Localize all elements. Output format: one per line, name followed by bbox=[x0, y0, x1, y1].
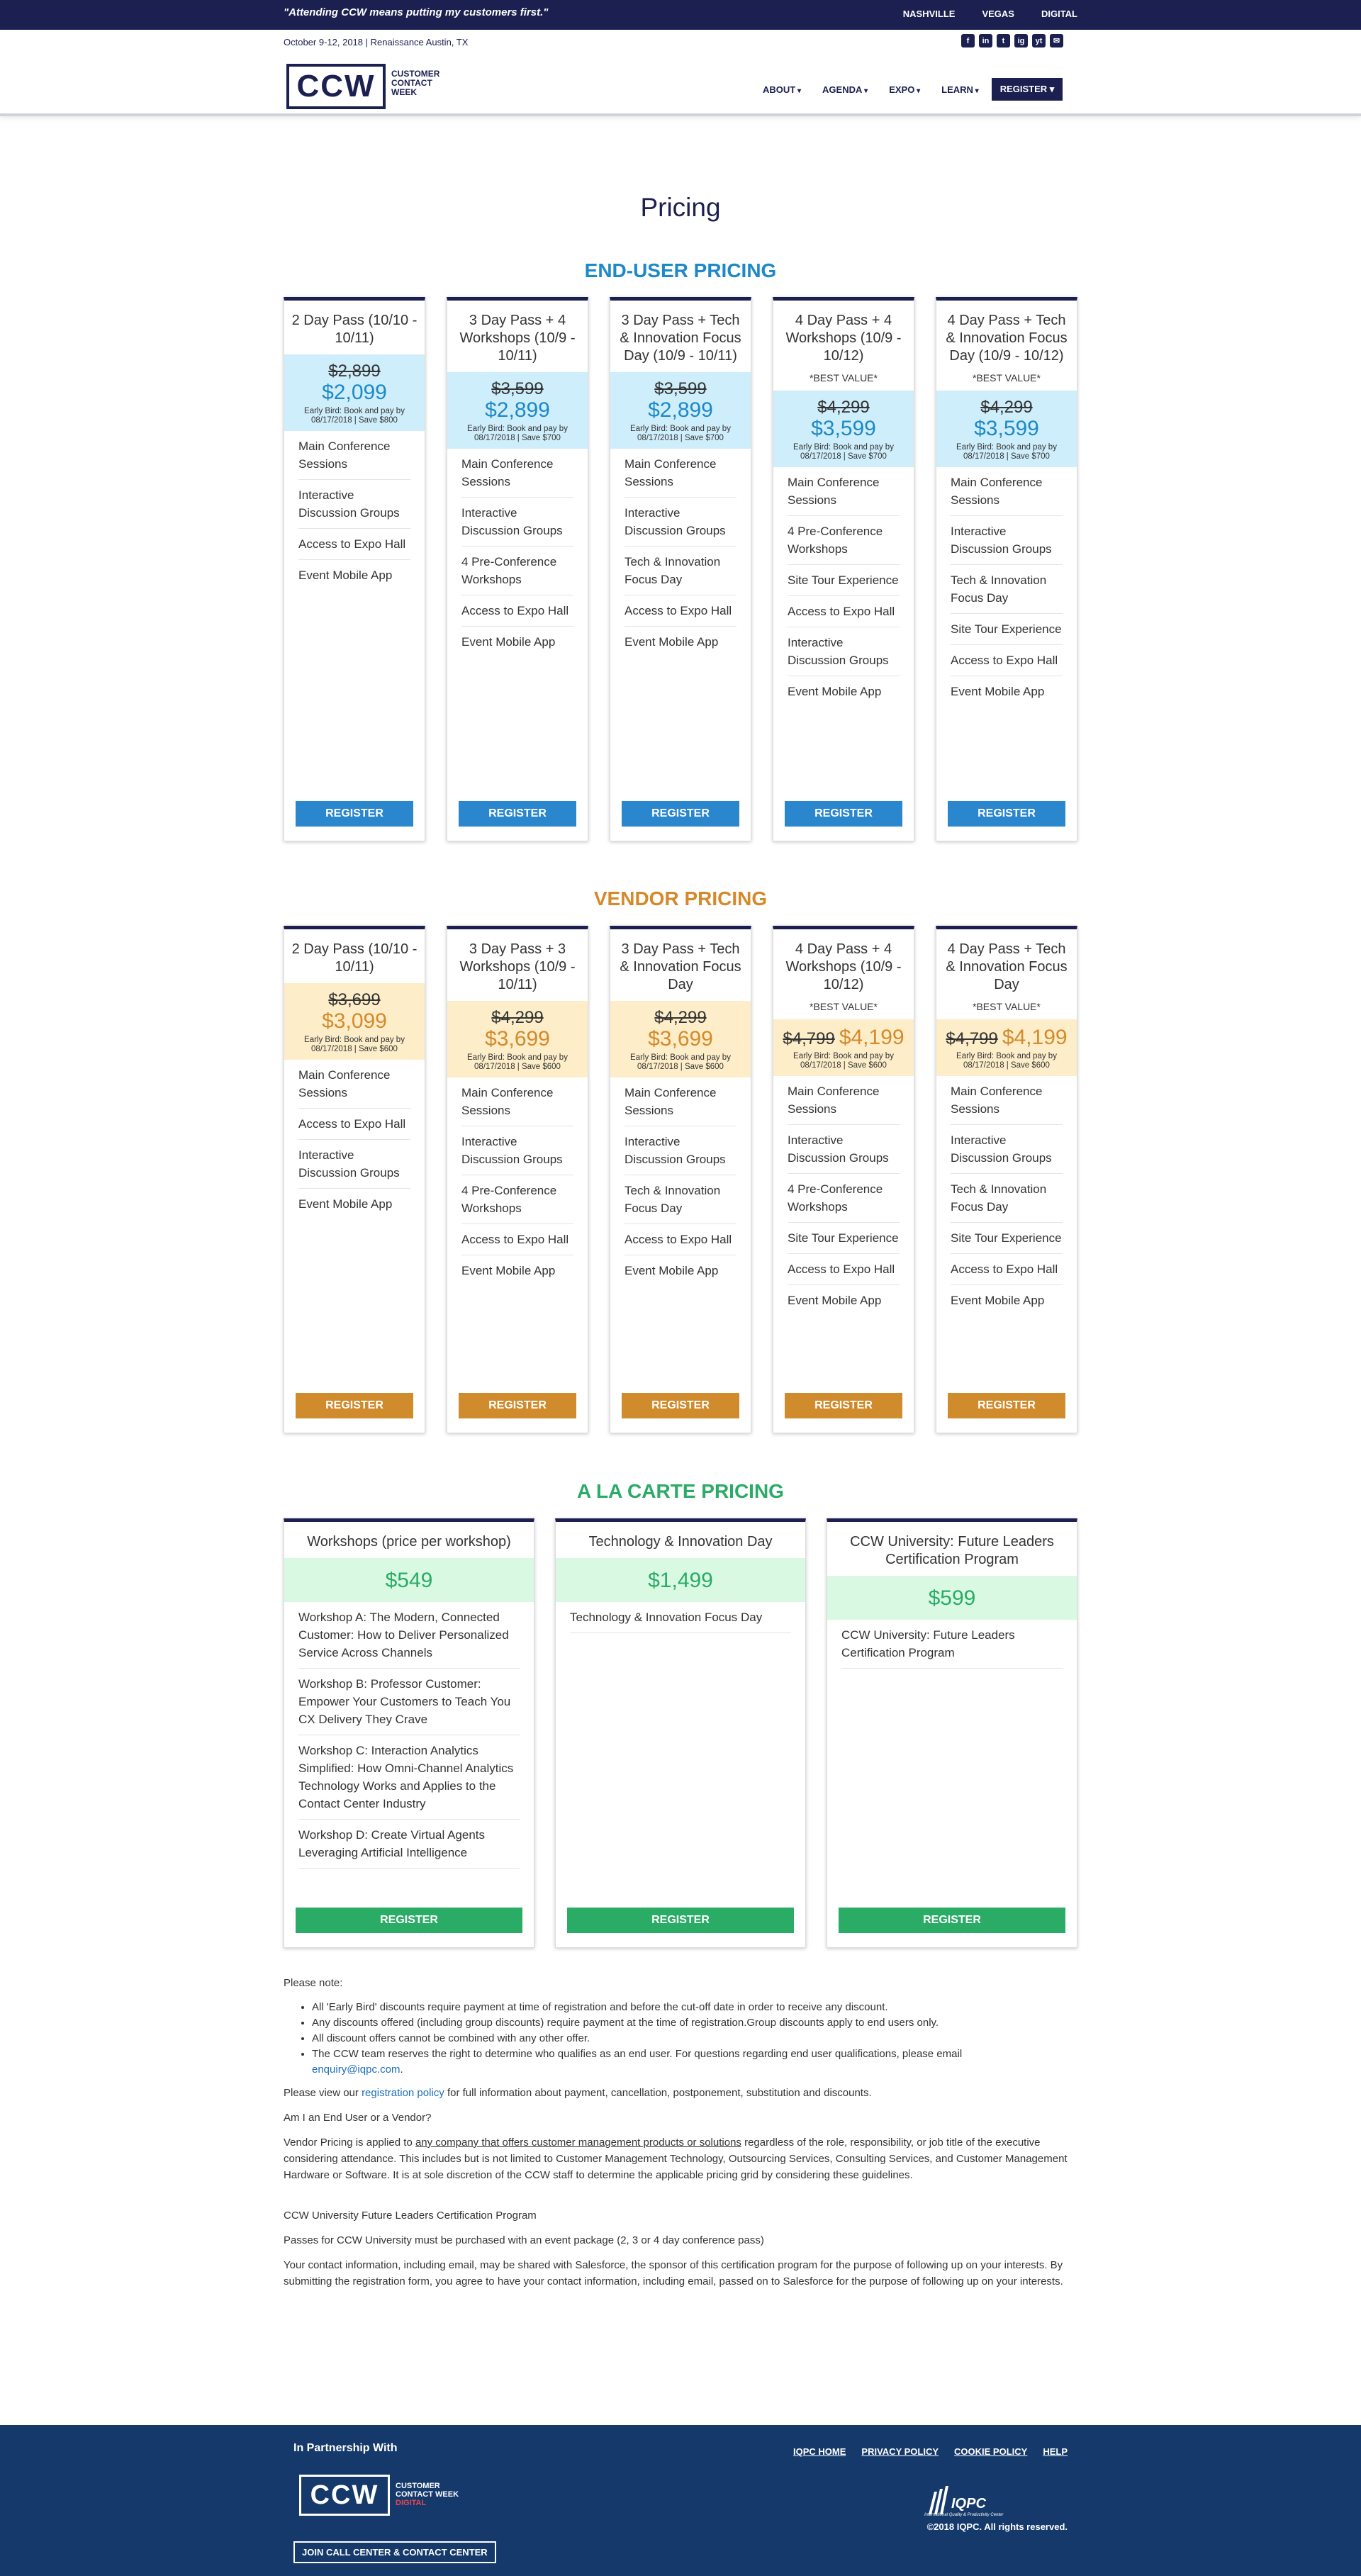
price-box bbox=[610, 372, 751, 449]
original-price: $4,299 bbox=[491, 1008, 544, 1027]
pricing-card bbox=[936, 297, 1077, 841]
feature-item: Workshop B: Professor Customer: Empower Your Customers to Teach You CX Delivery They Crave bbox=[298, 1669, 520, 1735]
note-item: • Any discounts offered (including group discounts) require payment at the time of registration.Group discounts apply to end users only. bbox=[312, 2015, 1077, 2031]
register-button[interactable]: REGISTER bbox=[459, 1393, 576, 1418]
site-footer bbox=[0, 2425, 1361, 2576]
price-box bbox=[827, 1576, 1077, 1620]
price-row bbox=[941, 1026, 1072, 1049]
section-title-vendor: VENDOR PRICING bbox=[593, 887, 768, 909]
social-links bbox=[961, 34, 1063, 47]
register-button[interactable]: REGISTER bbox=[296, 801, 413, 827]
original-price: $3,599 bbox=[654, 379, 707, 398]
feature-item: Interactive Discussion Groups bbox=[625, 498, 736, 547]
register-button[interactable]: REGISTER bbox=[296, 1393, 413, 1418]
pricing-card bbox=[447, 297, 588, 841]
feature-item: Event Mobile App bbox=[298, 569, 393, 582]
discounted-price: $2,899 bbox=[485, 398, 550, 422]
feature-item: Main Conference Sessions bbox=[298, 1060, 410, 1109]
logo-mark: CCW bbox=[299, 2475, 390, 2516]
policy-text: Please view our bbox=[284, 2087, 362, 2099]
feature-item: Event Mobile App bbox=[788, 685, 882, 698]
feature-item: Tech & Innovation Focus Day bbox=[625, 547, 736, 595]
best-value-badge: *BEST VALUE* bbox=[810, 1001, 878, 1012]
iqpc-logo[interactable] bbox=[924, 2486, 1016, 2521]
card-title: 4 Day Pass + 4 Workshops (10/9 - 10/12) bbox=[785, 313, 902, 364]
instagram-icon[interactable]: ig bbox=[1014, 34, 1028, 47]
card-title: 4 Day Pass + Tech & Innovation Focus Day (10/9 - 10/12) bbox=[946, 313, 1068, 364]
price-box bbox=[284, 354, 425, 431]
discounted-price: $3,699 bbox=[648, 1027, 713, 1051]
price-box bbox=[447, 1001, 588, 1077]
pricing-card bbox=[773, 926, 914, 1433]
card-title: 2 Day Pass (10/10 - 10/11) bbox=[291, 313, 418, 346]
discounted-price: $4,199 bbox=[1002, 1026, 1068, 1049]
pricing-card bbox=[610, 926, 751, 1433]
section-title-alacarte: A LA CARTE PRICING bbox=[577, 1480, 784, 1502]
feature-item: Workshop D: Create Virtual Agents Leveraging Artificial Intelligence bbox=[298, 1820, 520, 1869]
discounted-price: $3,699 bbox=[485, 1027, 550, 1051]
twitter-icon[interactable]: t bbox=[997, 34, 1010, 47]
feature-list bbox=[284, 431, 425, 590]
feature-list bbox=[936, 467, 1077, 707]
ccwu-note: Passes for CCW University must be purchased with an event package (2, 3 or 4 day conference pass) bbox=[284, 2234, 764, 2246]
original-price: $2,899 bbox=[328, 362, 381, 381]
nav-link-vegas[interactable]: VEGAS bbox=[982, 9, 1014, 19]
ccwu-disclaimer: Your contact information, including email, may be shared with Salesforce, the sponsor of this certification program for the purpose of following up on your interests. By submitting the registration form, you agree to have your contact information, including email, passed on to Salesforce for the purpose of following up on your interests. bbox=[284, 2259, 1063, 2287]
feature-item: 4 Pre-Conference Workshops bbox=[788, 1174, 900, 1223]
register-button[interactable]: REGISTER bbox=[839, 1908, 1065, 1933]
note-item: • All discount offers cannot be combined with any other offer. bbox=[312, 2031, 1077, 2046]
feature-item: Main Conference Sessions bbox=[461, 1077, 573, 1126]
feature-list bbox=[447, 1077, 588, 1286]
feature-list bbox=[936, 1076, 1077, 1316]
pricing-notes bbox=[284, 1975, 1077, 2298]
email-link[interactable]: enquiry@iqpc.com bbox=[312, 2063, 401, 2076]
enduser-question: Am I an End User or a Vendor? bbox=[284, 2112, 432, 2124]
price-box bbox=[284, 1558, 534, 1602]
iqpc-wordmark: IQPC bbox=[951, 2496, 986, 2511]
original-price: $3,699 bbox=[328, 990, 381, 1009]
email-icon[interactable]: ✉ bbox=[1050, 34, 1063, 47]
alacarte-card bbox=[284, 1518, 534, 1948]
original-price: $4,299 bbox=[654, 1008, 707, 1027]
early-bird-note: Early Bird: Book and pay by 08/17/2018 | Save $600 bbox=[630, 1053, 731, 1071]
early-bird-note: Early Bird: Book and pay by 08/17/2018 | Save $700 bbox=[793, 443, 894, 461]
feature-item: Main Conference Sessions bbox=[298, 431, 410, 480]
pricing-card bbox=[936, 926, 1077, 1433]
feature-item: Access to Expo Hall bbox=[461, 595, 573, 627]
price-box bbox=[936, 1019, 1077, 1076]
card-title: 3 Day Pass + Tech & Innovation Focus Day bbox=[620, 941, 741, 992]
feature-item: CCW University: Future Leaders Certification Program bbox=[841, 1620, 1063, 1669]
feature-list bbox=[610, 1077, 751, 1286]
feature-item: Workshop A: The Modern, Connected Customer: How to Deliver Personalized Service Across Channels bbox=[298, 1602, 520, 1669]
early-bird-note: Early Bird: Book and pay by 08/17/2018 | Save $800 bbox=[304, 407, 405, 425]
card-title: 4 Day Pass + 4 Workshops (10/9 - 10/12) bbox=[785, 941, 902, 992]
feature-item: Access to Expo Hall bbox=[461, 1224, 573, 1255]
feature-item: Technology & Innovation Focus Day bbox=[570, 1602, 791, 1633]
alacarte-card bbox=[827, 1518, 1077, 1948]
feature-item: Tech & Innovation Focus Day bbox=[951, 565, 1063, 614]
alacarte-card bbox=[555, 1518, 806, 1948]
early-bird-note: Early Bird: Book and pay by 08/17/2018 | Save $700 bbox=[630, 425, 731, 442]
feature-item: Site Tour Experience bbox=[951, 614, 1063, 645]
note-item: • All 'Early Bird' discounts require payment at time of registration and before the cut-off date in order to receive any discount. bbox=[312, 2000, 1077, 2015]
nav-link-digital[interactable]: DIGITAL bbox=[1041, 9, 1077, 19]
nav-learn[interactable]: LEARN ▾ bbox=[941, 84, 979, 95]
feature-item: Access to Expo Hall bbox=[788, 1254, 900, 1285]
feature-item: Access to Expo Hall bbox=[298, 529, 410, 560]
register-button[interactable]: REGISTER bbox=[459, 801, 576, 827]
feature-item: Event Mobile App bbox=[461, 1264, 556, 1277]
card-title: 3 Day Pass + 3 Workshops (10/9 - 10/11) bbox=[459, 941, 576, 992]
feature-list bbox=[773, 1076, 914, 1316]
feature-item: Main Conference Sessions bbox=[951, 467, 1063, 516]
feature-item: Site Tour Experience bbox=[788, 1223, 900, 1254]
feature-item: Workshop C: Interaction Analytics Simplified: How Omni-Channel Analytics Technology Works and Applies to the Contact Center Industry bbox=[298, 1735, 520, 1820]
card-title: 4 Day Pass + Tech & Innovation Focus Day bbox=[946, 941, 1068, 992]
early-bird-note: Early Bird: Book and pay by 08/17/2018 | Save $600 bbox=[467, 1053, 568, 1071]
price-box bbox=[447, 372, 588, 449]
card-title: Technology & Innovation Day bbox=[588, 1534, 773, 1550]
register-button[interactable]: REGISTER bbox=[785, 801, 902, 827]
iqpc-tagline: International Quality & Productivity Center bbox=[924, 2513, 1004, 2517]
card-title: 3 Day Pass + 4 Workshops (10/9 - 10/11) bbox=[459, 313, 576, 364]
feature-item: Main Conference Sessions bbox=[461, 449, 573, 498]
feature-item: 4 Pre-Conference Workshops bbox=[788, 516, 900, 565]
notes-heading: Please note: bbox=[284, 1977, 343, 1989]
early-bird-note: Early Bird: Book and pay by 08/17/2018 | Save $600 bbox=[793, 1052, 894, 1070]
main-nav bbox=[763, 78, 1063, 101]
register-button[interactable]: REGISTER bbox=[622, 801, 739, 827]
feature-item: Main Conference Sessions bbox=[951, 1076, 1063, 1125]
footer-link-iqpc-home[interactable]: IQPC HOME bbox=[793, 2446, 846, 2457]
feature-item: Event Mobile App bbox=[461, 635, 556, 649]
feature-item: Access to Expo Hall bbox=[298, 1109, 410, 1140]
note-item: • The CCW team reserves the right to determine who qualifies as an end user. For questions regarding end user qualifications, please email enquiry@iqpc.com. bbox=[312, 2046, 1077, 2078]
feature-list bbox=[827, 1620, 1077, 1669]
feature-list bbox=[284, 1060, 425, 1219]
pricing-card bbox=[284, 926, 425, 1433]
feature-item: Interactive Discussion Groups bbox=[951, 516, 1063, 565]
feature-item: Interactive Discussion Groups bbox=[461, 1126, 573, 1175]
best-value-badge: *BEST VALUE* bbox=[973, 372, 1041, 383]
discounted-price: $4,199 bbox=[839, 1026, 904, 1049]
pricing-card bbox=[447, 926, 588, 1433]
page-title: Pricing bbox=[640, 193, 721, 222]
pricing-card bbox=[610, 297, 751, 841]
event-date: October 9-12, 2018 | Renaissance Austin, TX bbox=[284, 37, 469, 47]
price: $549 bbox=[385, 1569, 433, 1592]
price: $599 bbox=[928, 1586, 976, 1610]
feature-item: Event Mobile App bbox=[625, 1264, 719, 1277]
policy-text: for full information about payment, cancellation, postponement, substitution and discounts. bbox=[444, 2087, 872, 2099]
logo-line: CUSTOMER bbox=[396, 2482, 440, 2490]
price-box bbox=[556, 1558, 805, 1602]
feature-item: Interactive Discussion Groups bbox=[625, 1126, 736, 1175]
policy-note bbox=[284, 2085, 1077, 2101]
city-links bbox=[903, 9, 1077, 19]
feature-list bbox=[284, 1602, 534, 1869]
nav-about[interactable]: ABOUT ▾ bbox=[763, 84, 801, 95]
logo-text bbox=[396, 2482, 459, 2507]
register-button[interactable]: REGISTER bbox=[296, 1908, 522, 1933]
best-value-badge: *BEST VALUE* bbox=[810, 372, 878, 383]
feature-item: Tech & Innovation Focus Day bbox=[951, 1174, 1063, 1223]
feature-list bbox=[773, 467, 914, 707]
top-bar bbox=[0, 0, 1361, 30]
original-price: $4,299 bbox=[817, 398, 870, 417]
original-price: $4,799 bbox=[946, 1029, 998, 1048]
price-row bbox=[778, 1026, 909, 1049]
feature-item: Access to Expo Hall bbox=[951, 1254, 1063, 1285]
feature-item: Access to Expo Hall bbox=[625, 1224, 736, 1255]
card-title: 2 Day Pass (10/10 - 10/11) bbox=[291, 941, 418, 975]
footer-links bbox=[793, 2446, 1068, 2457]
discounted-price: $3,599 bbox=[811, 417, 876, 440]
register-button[interactable]: REGISTER bbox=[948, 801, 1065, 827]
feature-item: Interactive Discussion Groups bbox=[298, 1140, 410, 1189]
copyright: ©2018 IQPC. All rights reserved. bbox=[926, 2521, 1068, 2532]
feature-item: Access to Expo Hall bbox=[951, 645, 1063, 676]
ccw-digital-logo[interactable] bbox=[299, 2475, 483, 2519]
footer-link-help[interactable]: HELP bbox=[1043, 2446, 1068, 2457]
price: $1,499 bbox=[648, 1569, 713, 1592]
linkedin-icon[interactable]: in bbox=[979, 34, 992, 47]
nav-link-nashville[interactable]: NASHVILLE bbox=[902, 9, 956, 19]
vendor-definition: any company that offers customer management products or solutions bbox=[415, 2137, 741, 2149]
logo-mark: CCW bbox=[286, 64, 386, 109]
vendor-text: regardless of the role, responsibility, or job title of the executive considering attendance. This includes but is not limited to Customer Management Technology, Outsourcing Services, Consulting Services, and Customer Management Hardware or Software. It is at sole discretion of the CCW staff to determine the applicable pricing grid by considering these guidelines. bbox=[284, 2137, 1068, 2181]
logo-line: CONTACT WEEK bbox=[396, 2490, 459, 2499]
logo-line: DIGITAL bbox=[396, 2499, 427, 2507]
site-header bbox=[0, 30, 1361, 116]
feature-item: Event Mobile App bbox=[951, 1294, 1045, 1307]
facebook-icon[interactable]: f bbox=[961, 34, 975, 47]
pricing-card bbox=[284, 297, 425, 841]
discounted-price: $2,099 bbox=[322, 381, 387, 404]
footer-link-privacy[interactable]: PRIVACY POLICY bbox=[861, 2446, 939, 2457]
feature-item: Site Tour Experience bbox=[951, 1223, 1063, 1254]
note-text: The CCW team reserves the right to determine who qualifies as an end user. For questions regarding end user qualifications, please email bbox=[312, 2048, 963, 2060]
feature-item: Interactive Discussion Groups bbox=[461, 498, 573, 547]
testimonial-quote: "Attending CCW means putting my customers first." bbox=[284, 6, 549, 18]
register-nav-button[interactable]: REGISTER ▾ bbox=[992, 78, 1063, 101]
card-title: 3 Day Pass + Tech & Innovation Focus Day (10/9 - 10/11) bbox=[620, 313, 741, 364]
logo-line: WEEK bbox=[391, 87, 417, 97]
price-box bbox=[610, 1001, 751, 1077]
ccw-logo[interactable] bbox=[284, 61, 443, 111]
vendor-explanation bbox=[284, 2134, 1077, 2183]
feature-item: 4 Pre-Conference Workshops bbox=[461, 1175, 573, 1224]
feature-list bbox=[556, 1602, 805, 1633]
feature-item: Event Mobile App bbox=[298, 1197, 393, 1211]
feature-list bbox=[447, 449, 588, 657]
feature-item: Interactive Discussion Groups bbox=[788, 1125, 900, 1174]
discounted-price: $2,899 bbox=[648, 398, 713, 422]
price-box bbox=[284, 983, 425, 1060]
original-price: $4,299 bbox=[980, 398, 1033, 417]
pricing-card bbox=[773, 297, 914, 841]
notes-list bbox=[284, 2000, 1077, 2078]
card-title: CCW University: Future Leaders Certification Program bbox=[850, 1534, 1054, 1567]
feature-item: Event Mobile App bbox=[788, 1294, 882, 1307]
feature-item: Tech & Innovation Focus Day bbox=[625, 1175, 736, 1224]
original-price: $4,799 bbox=[783, 1029, 835, 1048]
early-bird-note: Early Bird: Book and pay by 08/17/2018 | Save $700 bbox=[467, 425, 568, 442]
price-box bbox=[773, 1019, 914, 1076]
feature-item: Main Conference Sessions bbox=[625, 1077, 736, 1126]
price-box bbox=[773, 391, 914, 467]
best-value-badge: *BEST VALUE* bbox=[973, 1001, 1041, 1012]
partner-label: In Partnership With bbox=[293, 2442, 398, 2454]
feature-item: Event Mobile App bbox=[625, 635, 719, 649]
price-box bbox=[936, 391, 1077, 467]
join-community-button[interactable]: JOIN CALL CENTER & CONTACT CENTER bbox=[293, 2541, 496, 2563]
logo-line: CUSTOMER bbox=[391, 69, 440, 79]
register-button[interactable]: REGISTER bbox=[785, 1393, 902, 1418]
logo-line: CONTACT bbox=[391, 78, 432, 88]
original-price: $3,599 bbox=[491, 379, 544, 398]
feature-item: Event Mobile App bbox=[951, 685, 1045, 698]
feature-item: Main Conference Sessions bbox=[788, 1076, 900, 1125]
registration-policy-link[interactable]: registration policy bbox=[362, 2087, 444, 2099]
youtube-icon[interactable]: yt bbox=[1032, 34, 1046, 47]
early-bird-note: Early Bird: Book and pay by 08/17/2018 | Save $700 bbox=[956, 443, 1057, 461]
feature-item: Site Tour Experience bbox=[788, 565, 900, 596]
register-button[interactable]: REGISTER bbox=[948, 1393, 1065, 1418]
feature-item: Main Conference Sessions bbox=[788, 467, 900, 516]
discounted-price: $3,599 bbox=[974, 417, 1039, 440]
feature-item: Access to Expo Hall bbox=[788, 596, 900, 627]
nav-agenda[interactable]: AGENDA ▾ bbox=[822, 84, 868, 95]
discounted-price: $3,099 bbox=[322, 1009, 387, 1033]
feature-list bbox=[610, 449, 751, 657]
early-bird-note: Early Bird: Book and pay by 08/17/2018 | Save $600 bbox=[956, 1052, 1057, 1070]
feature-item: Access to Expo Hall bbox=[625, 595, 736, 627]
feature-item: 4 Pre-Conference Workshops bbox=[461, 547, 573, 595]
feature-item: Interactive Discussion Groups bbox=[298, 480, 410, 529]
section-title-enduser: END-USER PRICING bbox=[584, 259, 777, 281]
feature-item: Interactive Discussion Groups bbox=[788, 627, 900, 676]
register-button[interactable]: REGISTER bbox=[567, 1908, 794, 1933]
ccwu-title: CCW University Future Leaders Certification Program bbox=[284, 2210, 537, 2222]
feature-item: Main Conference Sessions bbox=[625, 449, 736, 498]
footer-link-cookie[interactable]: COOKIE POLICY bbox=[954, 2446, 1028, 2457]
vendor-text: Vendor Pricing is applied to bbox=[284, 2137, 415, 2149]
card-title: Workshops (price per workshop) bbox=[307, 1534, 511, 1550]
feature-item: Interactive Discussion Groups bbox=[951, 1125, 1063, 1174]
logo-text bbox=[391, 69, 439, 97]
register-button[interactable]: REGISTER bbox=[622, 1393, 739, 1418]
early-bird-note: Early Bird: Book and pay by 08/17/2018 | Save $600 bbox=[304, 1036, 405, 1053]
nav-expo[interactable]: EXPO ▾ bbox=[889, 84, 920, 95]
